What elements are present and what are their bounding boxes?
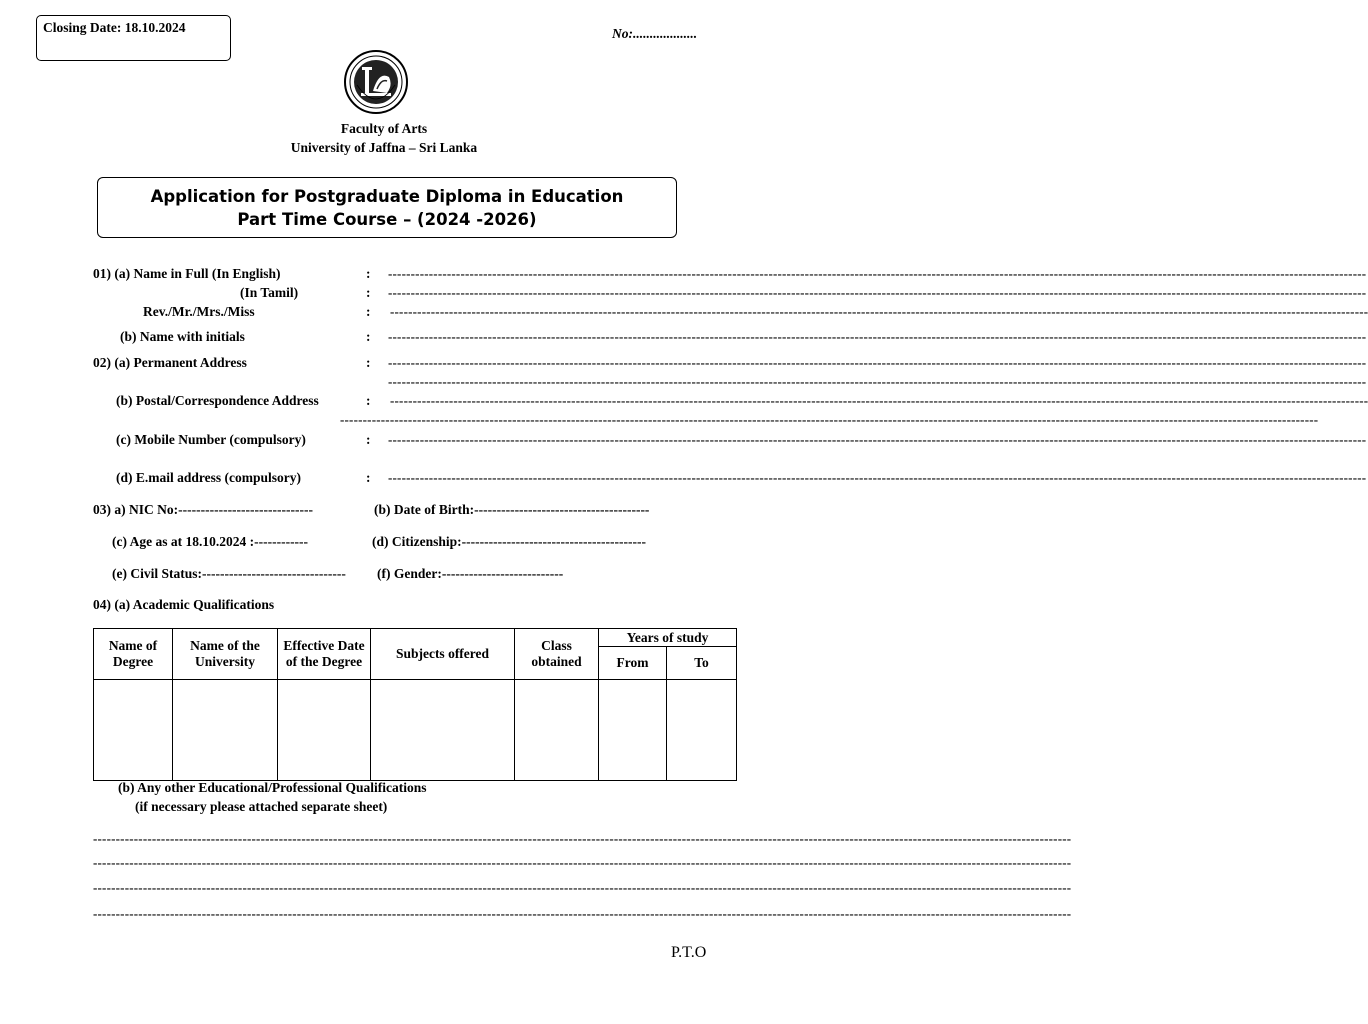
postal-address-field-1[interactable]: ------------------------------------------------------------------------------------------------------------------------------------------------------------------------------------------------------------------------ (390, 393, 1368, 408)
col-name-of-degree: Name of Degree (94, 629, 173, 680)
q01a-tamil-label: (In Tamil) (240, 285, 299, 300)
q02a-label: 02) (a) Permanent Address (93, 355, 247, 370)
gender-field[interactable]: (f) Gender:--------------------------- (377, 566, 564, 581)
col-years-of-study: Years of study (599, 629, 737, 647)
q02c-label: (c) Mobile Number (compulsory) (116, 432, 306, 447)
table-cell[interactable] (94, 680, 173, 781)
civil-status-field[interactable]: (e) Civil Status:-------------------------------- (112, 566, 346, 581)
other-qualifications-field-1[interactable]: ------------------------------------------------------------------------------------------------------------------------------------------------------------------------------------------------------------------------ (93, 831, 1072, 846)
table-cell[interactable] (667, 680, 737, 781)
postal-address-field-2[interactable]: ------------------------------------------------------------------------------------------------------------------------------------------------------------------------------------------------------------------------ (340, 412, 1319, 427)
colon: : (366, 393, 371, 408)
q02d-label: (d) E.mail address (compulsory) (116, 470, 302, 485)
university-name: University of Jaffna – Sri Lanka (290, 140, 478, 155)
colon: : (366, 432, 371, 447)
col-to: To (667, 647, 737, 680)
table-cell[interactable] (371, 680, 515, 781)
q04b-label: (b) Any other Educational/Professional Qualifications (118, 780, 427, 795)
table-cell[interactable] (173, 680, 278, 781)
name-english-field[interactable]: ------------------------------------------------------------------------------------------------------------------------------------------------------------------------------------------------------------------------ (388, 266, 1367, 281)
form-title-box (97, 177, 677, 238)
date-of-birth-field[interactable]: (b) Date of Birth:--------------------------------------- (374, 502, 650, 517)
colon: : (366, 266, 371, 281)
colon: : (366, 355, 371, 370)
closing-date-box (36, 15, 231, 61)
permanent-address-field-2[interactable]: ------------------------------------------------------------------------------------------------------------------------------------------------------------------------------------------------------------------------ (388, 374, 1367, 389)
name-initials-field[interactable]: ------------------------------------------------------------------------------------------------------------------------------------------------------------------------------------------------------------------------ (388, 329, 1367, 344)
colon: : (366, 304, 371, 319)
other-qualifications-field-2[interactable]: ------------------------------------------------------------------------------------------------------------------------------------------------------------------------------------------------------------------------ (93, 855, 1072, 870)
academic-qualifications-table (93, 628, 737, 781)
university-crest-icon (343, 49, 409, 115)
q01a-label: 01) (a) Name in Full (In English) (93, 266, 281, 281)
closing-date: Closing Date: 18.10.2024 (43, 20, 186, 35)
citizenship-field[interactable]: (d) Citizenship:----------------------------------------- (372, 534, 646, 549)
colon: : (366, 285, 371, 300)
col-subjects-offered: Subjects offered (371, 629, 515, 680)
title-field[interactable]: ------------------------------------------------------------------------------------------------------------------------------------------------------------------------------------------------------------------------ (390, 304, 1368, 319)
faculty-name: Faculty of Arts (340, 121, 428, 136)
col-name-of-university: Name of the University (173, 629, 278, 680)
mobile-number-field[interactable]: ------------------------------------------------------------------------------------------------------------------------------------------------------------------------------------------------------------------------ (388, 432, 1367, 447)
email-field[interactable]: ------------------------------------------------------------------------------------------------------------------------------------------------------------------------------------------------------------------------ (388, 470, 1367, 485)
q04b-note: (if necessary please attached separate sheet) (135, 799, 388, 814)
other-qualifications-field-4[interactable]: ------------------------------------------------------------------------------------------------------------------------------------------------------------------------------------------------------------------------ (93, 906, 1072, 921)
colon: : (366, 329, 371, 344)
q04a-label: 04) (a) Academic Qualifications (93, 597, 275, 612)
table-row (94, 680, 737, 781)
col-effective-date: Effective Date of the Degree (278, 629, 371, 680)
name-tamil-field[interactable]: ------------------------------------------------------------------------------------------------------------------------------------------------------------------------------------------------------------------------ (388, 285, 1367, 300)
application-number: No:................... (612, 26, 698, 41)
table-cell[interactable] (599, 680, 667, 781)
table-cell[interactable] (515, 680, 599, 781)
q01b-label: (b) Name with initials (120, 329, 245, 344)
col-from: From (599, 647, 667, 680)
other-qualifications-field-3[interactable]: ------------------------------------------------------------------------------------------------------------------------------------------------------------------------------------------------------------------------ (93, 880, 1072, 895)
colon: : (366, 470, 371, 485)
col-class-obtained: Class obtained (515, 629, 599, 680)
q01a-title-label: Rev./Mr./Mrs./Miss (143, 304, 255, 319)
q02b-label: (b) Postal/Correspondence Address (116, 393, 319, 408)
table-cell[interactable] (278, 680, 371, 781)
form-title-line2: Part Time Course – (2024 -2026) (237, 209, 537, 229)
nic-field[interactable]: 03) a) NIC No:------------------------------ (93, 502, 313, 517)
permanent-address-field-1[interactable]: ------------------------------------------------------------------------------------------------------------------------------------------------------------------------------------------------------------------------ (388, 355, 1367, 370)
form-title-line1: Application for Postgraduate Diploma in Education (150, 186, 624, 206)
page-turn-over-note: P.T.O (671, 944, 707, 961)
age-field[interactable]: (c) Age as at 18.10.2024 :------------ (112, 534, 309, 549)
